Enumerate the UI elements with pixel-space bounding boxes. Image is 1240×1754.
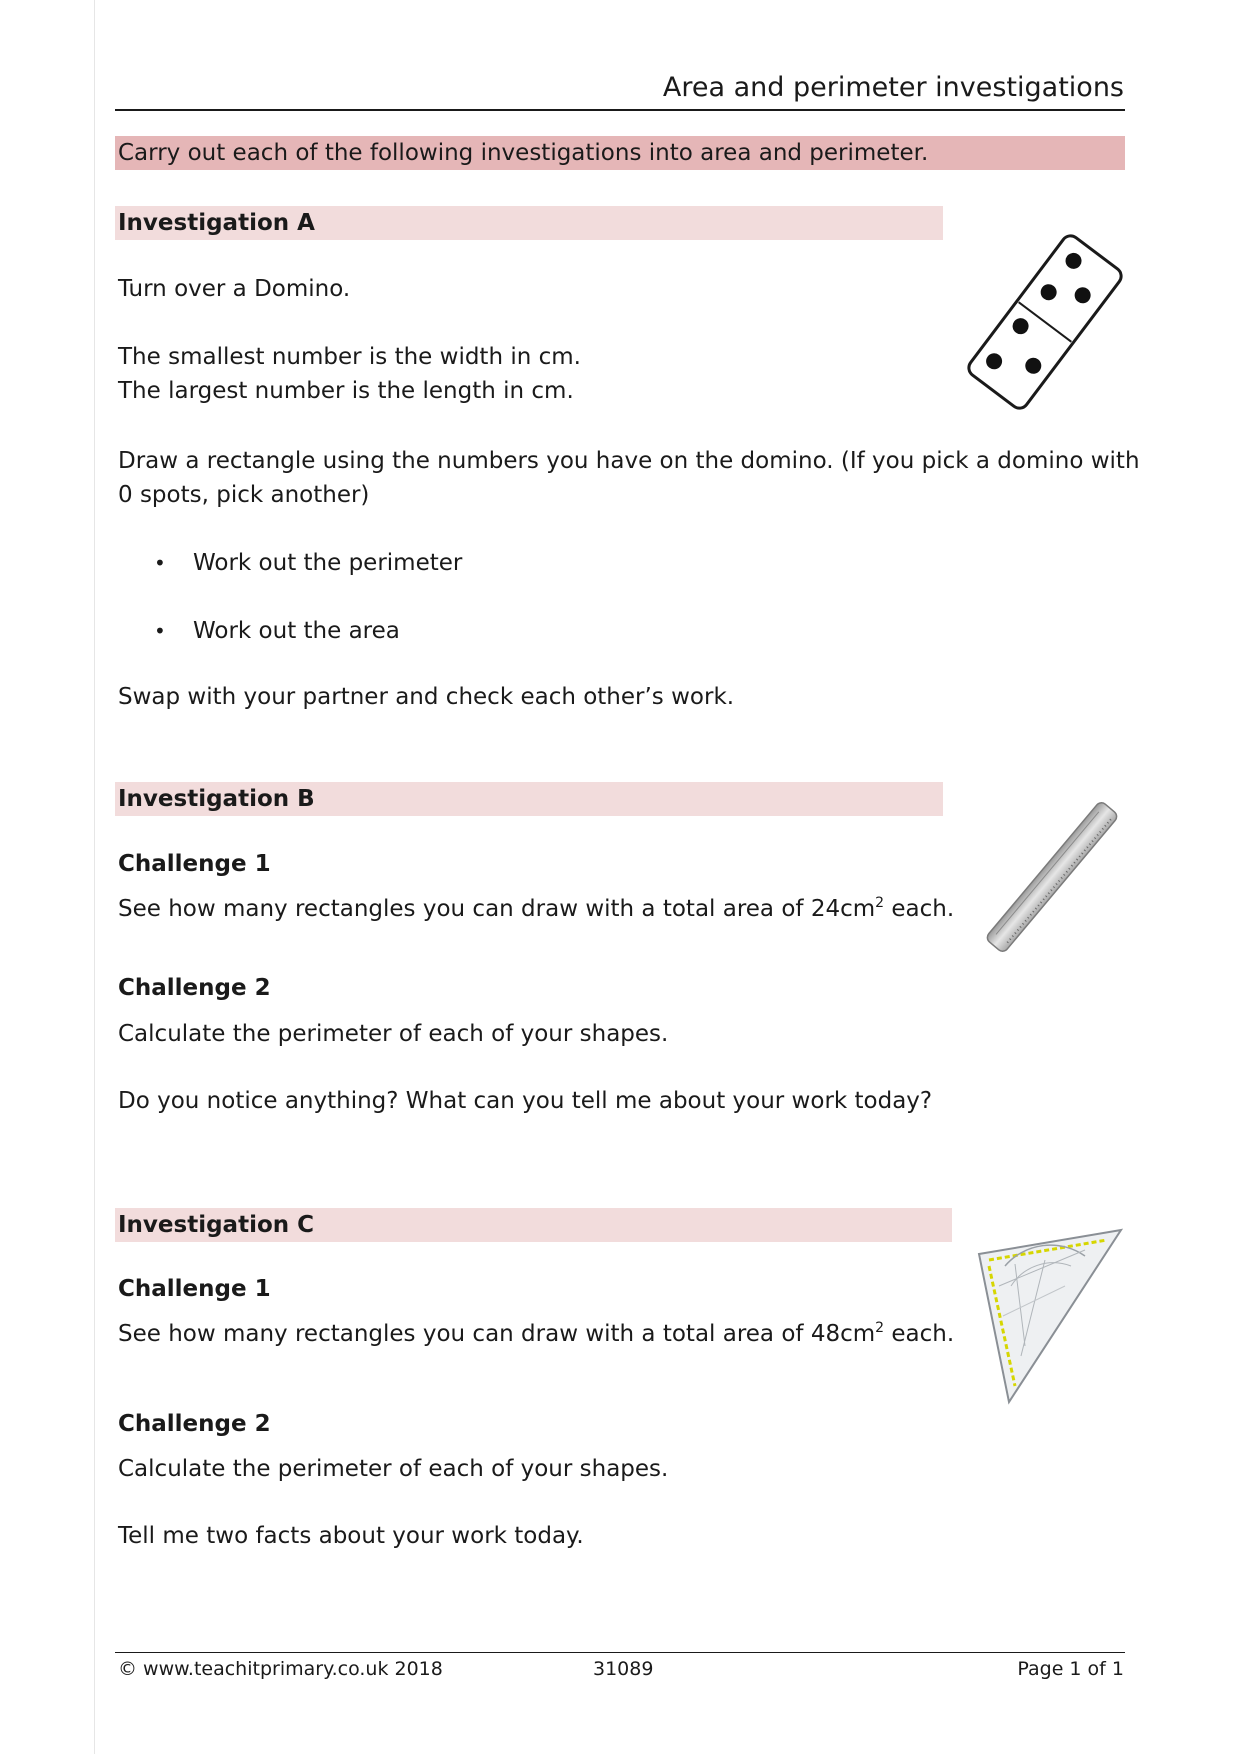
investigation-c-challenge1-heading: Challenge 1 [118,1276,271,1302]
bullet-icon: • [154,551,166,575]
footer-page-number: Page 1 of 1 [1017,1658,1124,1680]
investigation-b-challenge2-text: Calculate the perimeter of each of your shapes. [118,1021,669,1047]
investigation-b-challenge1-heading: Challenge 1 [118,851,271,877]
investigation-c-challenge2-heading: Challenge 2 [118,1411,271,1437]
footer-code: 31089 [593,1658,654,1680]
superscript: 2 [875,895,885,911]
bullet-icon: • [154,619,166,643]
header-divider [115,109,1125,111]
investigation-c-challenge2-text: Calculate the perimeter of each of your shapes. [118,1456,669,1482]
investigation-a-line1: Turn over a Domino. [118,276,351,302]
investigation-a-closing: Swap with your partner and check each other’s work. [118,684,735,710]
investigation-a-title: Investigation A [118,210,315,236]
investigation-b-challenge1-text: See how many rectangles you can draw with a total area of $24cm^2$ each. [118,895,955,922]
superscript: 2 [875,1320,885,1336]
footer-divider [115,1652,1125,1653]
investigation-c-closing: Tell me two facts about your work today. [118,1523,584,1549]
domino-icon [955,232,1135,412]
investigation-b-closing: Do you notice anything? What can you tell me about your work today? [118,1088,933,1114]
intro-text: Carry out each of the following investigations into area and perimeter. [118,140,929,166]
ruler-icon [982,790,1122,965]
bullet-item-perimeter: Work out the perimeter [193,550,463,576]
investigation-a-line3: The largest number is the length in cm. [118,378,574,404]
investigation-b-challenge2-heading: Challenge 2 [118,975,271,1001]
footer-copyright: © www.teachitprimary.co.uk 2018 [118,1658,443,1680]
investigation-b-title: Investigation B [118,786,315,812]
set-square-icon [975,1226,1125,1406]
investigation-c-challenge1-text: See how many rectangles you can draw with a total area of $48cm^2$ each. [118,1320,955,1347]
investigation-a-para-line1: Draw a rectangle using the numbers you have on the domino. (If you pick a domino with [118,448,1140,474]
page-title: Area and perimeter investigations [662,72,1124,103]
investigation-a-line2: The smallest number is the width in cm. [118,344,581,370]
page-edge [94,0,95,1754]
investigation-a-para-line2: 0 spots, pick another) [118,482,370,508]
investigation-c-title: Investigation C [118,1212,315,1238]
bullet-item-area: Work out the area [193,618,400,644]
